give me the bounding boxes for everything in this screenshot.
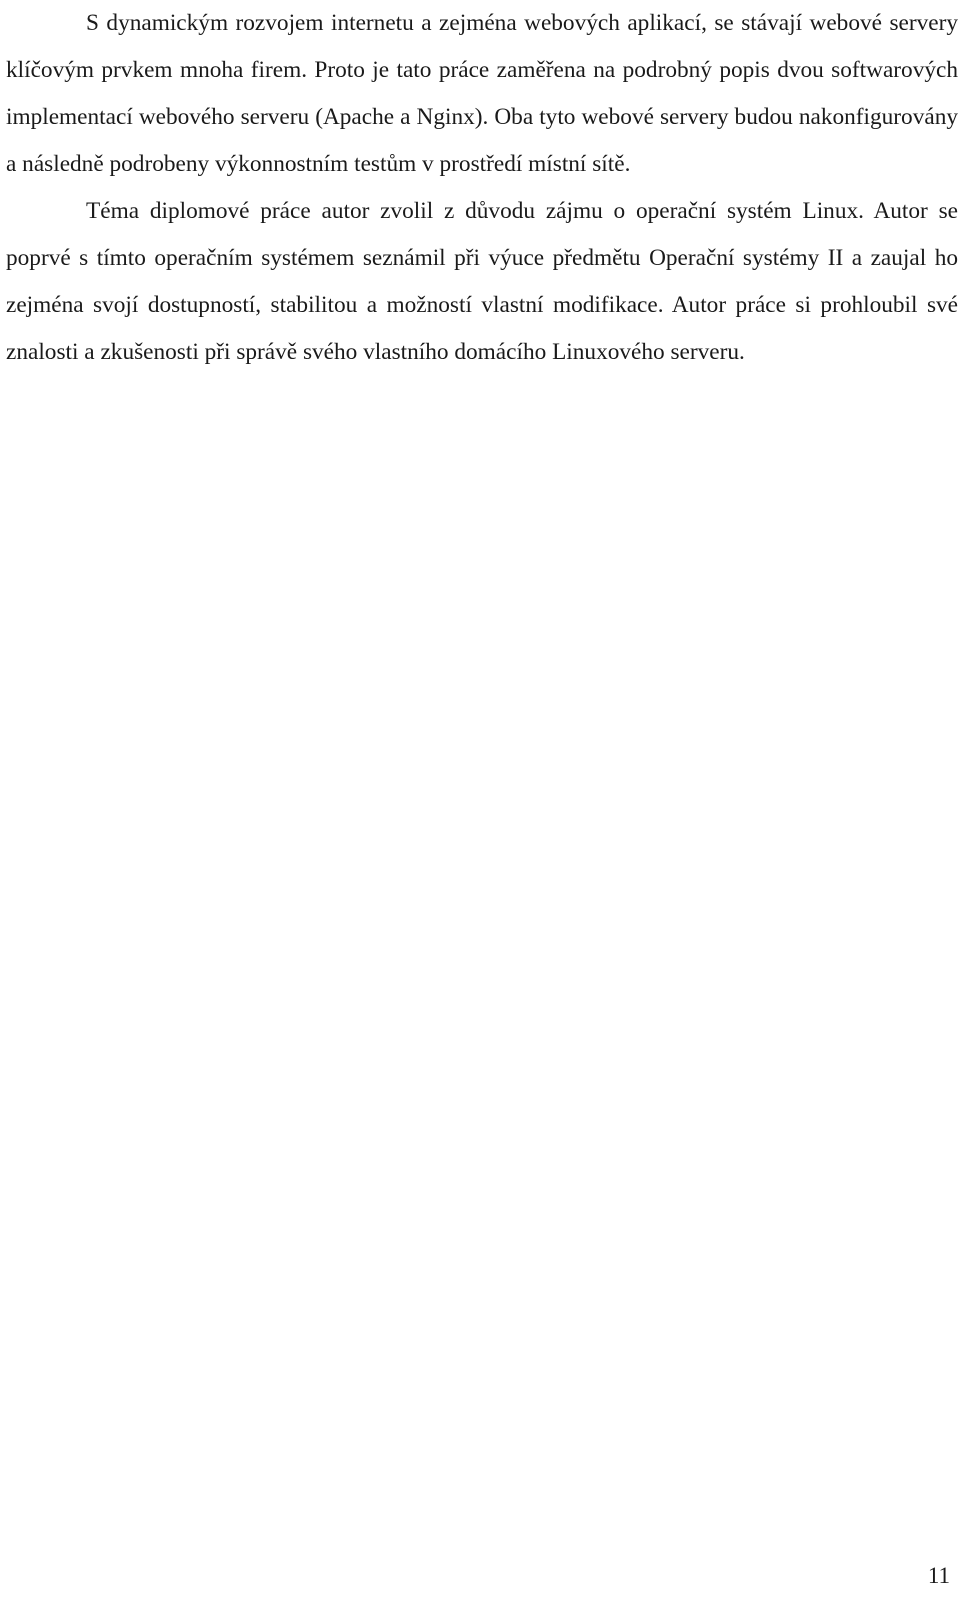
- paragraph-introduction: S dynamickým rozvojem internetu a zejména webových aplikací, se stávají webové servery klíčovým prvkem mnoha firem. Proto je tato práce zaměřena na podrobný popis dvou softwarových implementací webového serveru (Apache a Nginx). Oba tyto webové servery budou nakonfigurovány a následně podrobeny výkonnostním testům v prostředí místní sítě.: [6, 10, 958, 177]
- body-text: [6, 0, 958, 376]
- page-number: 11: [927, 1563, 950, 1588]
- paragraph-topic-motivation: Téma diplomové práce autor zvolil z důvodu zájmu o operační systém Linux. Autor se poprvé s tímto operačním systémem seznámil při výuce předmětu Operační systémy II a zaujal ho zejména svojí dostupností, stabilitou a možností vlastní modifikace. Autor práce si prohloubil své znalosti a zkušenosti při správě svého vlastního domácího Linuxového serveru.: [6, 198, 958, 365]
